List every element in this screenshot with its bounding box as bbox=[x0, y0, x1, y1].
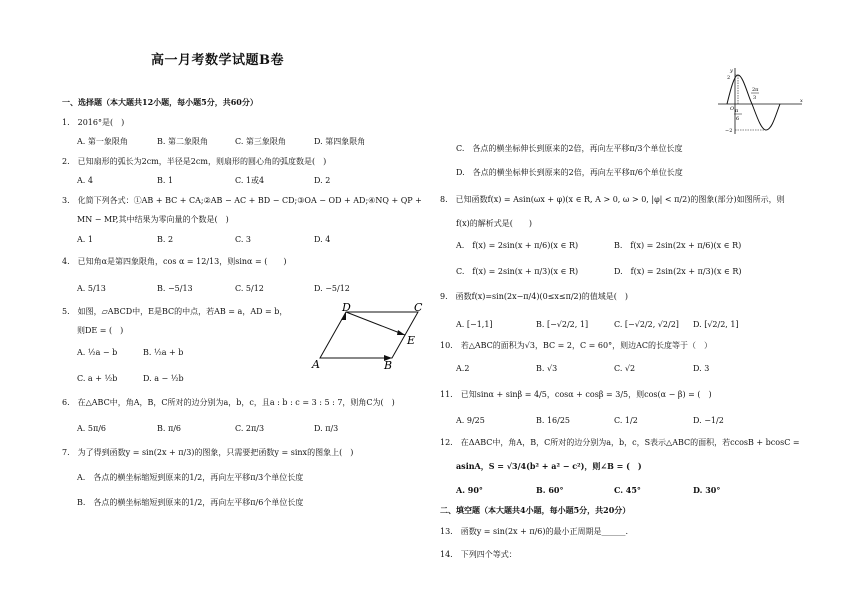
tick-2pi-over-3: 2π bbox=[752, 87, 759, 93]
option-a: A. [−1,1] bbox=[456, 320, 493, 329]
option-d: D. −5/12 bbox=[314, 284, 350, 293]
page-title: 高一月考数学试题B卷 bbox=[151, 53, 284, 68]
question-4: 4. 已知角α是第四象限角，cos α = 12/13，则sinα = ( ) bbox=[62, 257, 287, 266]
question-11: 11. 已知sinα + sinβ = 4/5，cosα + cosβ = 3/5，则cos(α − β) = ( ) bbox=[440, 390, 712, 399]
option-d: D. 3 bbox=[693, 364, 710, 373]
option-b: B. −5/13 bbox=[157, 284, 193, 293]
question-10: 10. 若△ABC的面积为√3，BC = 2，C = 60°，则边AC的长度等于（ ） bbox=[440, 341, 713, 350]
tick-y-2: 2 bbox=[727, 75, 731, 81]
option-d: D. 2 bbox=[314, 176, 331, 185]
option-b: B. 1 bbox=[157, 176, 174, 185]
sine-graph-figure bbox=[716, 66, 806, 136]
option-c: C. 5/12 bbox=[235, 284, 264, 293]
option-c: C. 第三象限角 bbox=[235, 137, 286, 146]
question-12: 12. 在ΔABC中，角A，B，C所对的边分别为a，b，c，S表示△ABC的面积，若ccosB + bcosC = bbox=[440, 438, 800, 447]
option-b: B. √3 bbox=[536, 364, 558, 373]
option-c: C. 1或4 bbox=[235, 176, 265, 185]
question-14: 14. 下列四个等式： bbox=[440, 550, 517, 559]
tick-pi-over-6: π bbox=[735, 108, 739, 114]
option-d: D. 第四象限角 bbox=[314, 137, 366, 146]
option-b: B. 16/25 bbox=[536, 416, 571, 425]
option-a: A. 第一象限角 bbox=[77, 137, 128, 146]
question-8-option-c: C. f(x) = 2sin(x + π/3)(x ∈ R) bbox=[456, 267, 579, 276]
question-12-continued: asinA，S = √3/4(b² + a² − c²)，则∠B = ( ) bbox=[456, 461, 642, 471]
option-c: C. √2 bbox=[614, 364, 636, 373]
tick-y-minus-2: −2 bbox=[725, 128, 733, 134]
option-a: A. 5/13 bbox=[77, 284, 106, 293]
option-c: C. 45° bbox=[614, 485, 641, 495]
axis-label-y: y bbox=[730, 68, 733, 74]
option-a: A. 90° bbox=[456, 485, 483, 495]
question-8-option-a: A. f(x) = 2sin(x + π/6)(x ∈ R) bbox=[456, 241, 579, 250]
option-d: D. −1/2 bbox=[693, 416, 724, 425]
option-b: B. π/6 bbox=[157, 424, 182, 433]
section-heading-fill: 二、填空题（本大题共4小题，每小题5分，共20分） bbox=[440, 505, 631, 515]
question-7-option-a: A. 各点的横坐标缩短到原来的1/2，再向左平移π/3个单位长度 bbox=[77, 473, 304, 482]
question-7-option-d: D. 各点的横坐标伸长到原来的2倍，再向左平移π/6个单位长度 bbox=[456, 168, 683, 177]
question-8-option-b: B. f(x) = 2sin(2x + π/6)(x ∈ R) bbox=[614, 241, 742, 250]
section-heading-choice: 一、选择题（本大题共12小题，每小题5分，共60分） bbox=[62, 97, 258, 107]
parallelogram-figure bbox=[310, 303, 430, 373]
option-c: C. 3 bbox=[235, 235, 252, 244]
option-b: B. 60° bbox=[536, 485, 564, 495]
question-9: 9. 函数f(x)=sin(2x−π/4)(0≤x≤π/2)的值域是( ) bbox=[440, 292, 628, 301]
option-a: A. 1 bbox=[77, 235, 93, 244]
axis-label-x: x bbox=[800, 98, 803, 104]
option-d: D. π/3 bbox=[314, 424, 339, 433]
origin-label: O bbox=[730, 106, 735, 112]
option-d: D. [√2/2, 1] bbox=[693, 320, 739, 329]
option-c: C. 1/2 bbox=[614, 416, 638, 425]
label-e: E bbox=[407, 334, 416, 347]
question-8: 8. 已知函数f(x) = Asin(ωx + φ)(x ∈ R, A > 0, ω > 0, |φ| < π/2)的图象(部分)如图所示，则 bbox=[440, 195, 785, 204]
question-13: 13. 函数y = sin(2x + π/6)的最小正周期是______. bbox=[440, 527, 629, 536]
option-a: A. 9/25 bbox=[456, 416, 485, 425]
option-b: B. 2 bbox=[157, 235, 174, 244]
segment-de bbox=[346, 312, 405, 335]
option-d: D. a − ½b bbox=[143, 374, 184, 383]
label-a: A bbox=[312, 358, 320, 371]
option-a: A. 5π/6 bbox=[77, 424, 106, 433]
option-c: C. 2π/3 bbox=[235, 424, 265, 433]
question-8-option-d: D. f(x) = 2sin(2x + π/3)(x ∈ R) bbox=[614, 267, 742, 276]
option-d: D. 4 bbox=[314, 235, 331, 244]
tick-2pi-over-3-den: 3 bbox=[753, 95, 757, 101]
option-c: C. [−√2/2, √2/2] bbox=[614, 320, 679, 329]
question-7-option-b: B. 各点的横坐标缩短到原来的1/2，再向左平移π/6个单位长度 bbox=[77, 498, 304, 507]
option-a: A.2 bbox=[456, 364, 470, 373]
option-d: D. 30° bbox=[693, 485, 721, 495]
label-d: D bbox=[342, 303, 351, 314]
option-b: B. ½a + b bbox=[143, 348, 184, 357]
arrow-head-de bbox=[397, 330, 405, 335]
question-3-continued: MN − MP,其中结果为零向量的个数是( ) bbox=[77, 215, 229, 224]
question-8-continued: f(x)的解析式是( ) bbox=[456, 219, 532, 228]
option-b: B. [−√2/2, 1] bbox=[536, 320, 589, 329]
option-a: A. ½a − b bbox=[77, 348, 118, 357]
question-7: 7. 为了得到函数y = sin(2x + π/3)的图象，只需要把函数y = sinx的图象上( ) bbox=[62, 448, 354, 457]
question-7-option-c: C. 各点的横坐标伸长到原来的2倍，再向左平移π/3个单位长度 bbox=[456, 144, 683, 153]
label-c: C bbox=[414, 303, 423, 314]
question-2: 2. 已知扇形的弧长为2cm，半径是2cm，则扇形的圆心角的弧度数是( ) bbox=[62, 157, 327, 166]
question-3: 3. 化简下列各式：①AB + BC + CA;②AB − AC + BD − CD;③OA − OD + AD;④NQ + QP + bbox=[62, 196, 422, 205]
label-b: B bbox=[384, 359, 393, 372]
question-5-continued: 则DE = ( ) bbox=[77, 326, 124, 335]
question-5: 5. 如图，▱ABCD中，E是BC的中点，若AB = a，AD = b， bbox=[62, 307, 288, 316]
option-b: B. 第二象限角 bbox=[157, 137, 208, 146]
option-c: C. a + ½b bbox=[77, 374, 118, 383]
tick-pi-over-6-den: 6 bbox=[736, 116, 740, 122]
option-a: A. 4 bbox=[77, 176, 93, 185]
question-6: 6. 在△ABC中，角A，B，C所对的边分别为a，b，c，且a : b : c = 3 : 5 : 7，则角C为( ) bbox=[62, 398, 395, 407]
question-1: 1. 2016°是( ) bbox=[62, 118, 125, 127]
